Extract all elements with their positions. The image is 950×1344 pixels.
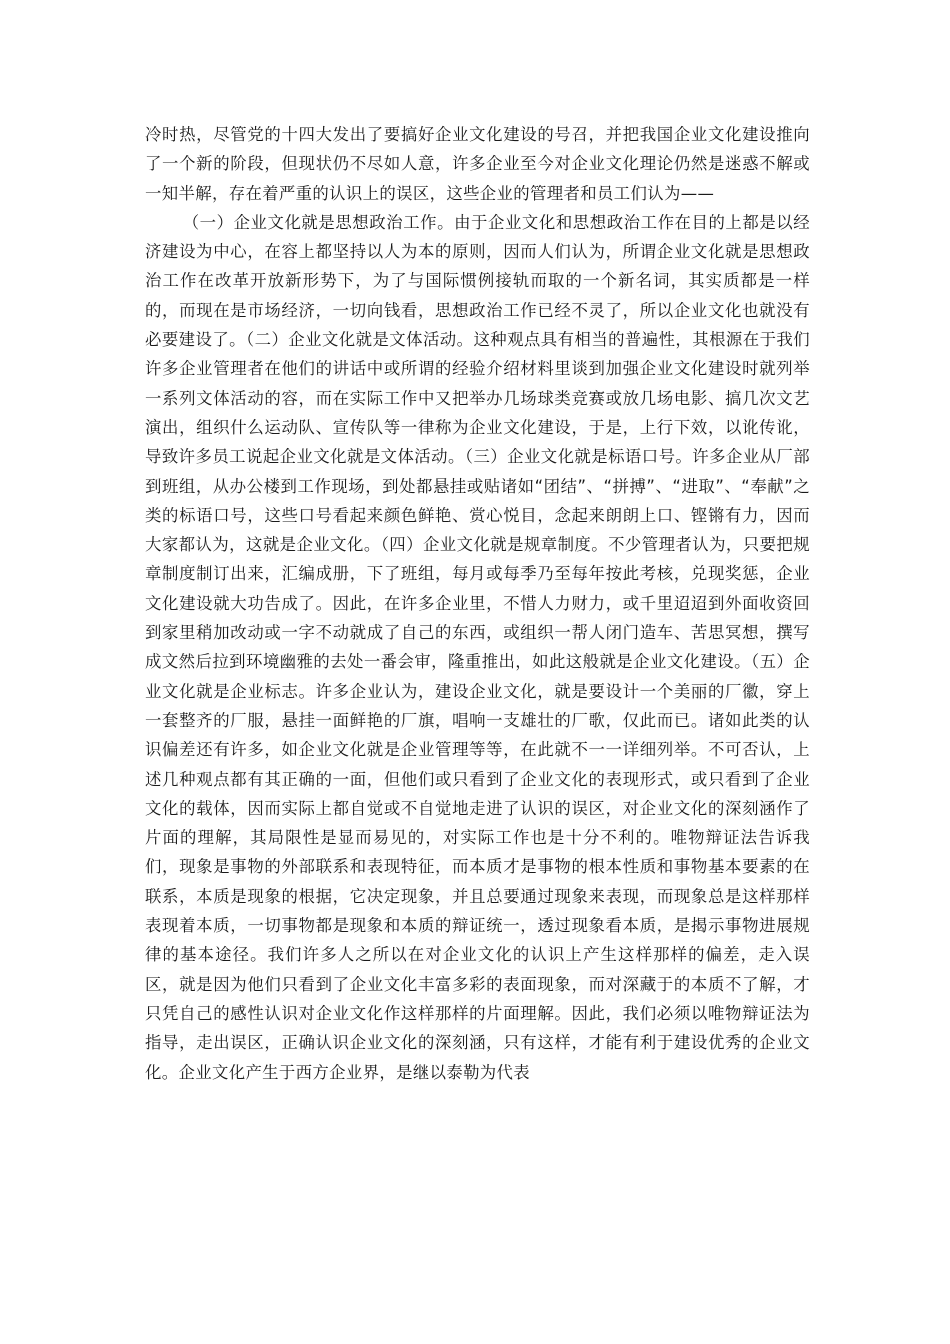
document-page — [145, 120, 810, 1087]
paragraph-misconceptions: （一）企业文化就是思想政治工作。由于企业文化和思想政治工作在目的上都是以经济建设为中心，在容上都坚持以人为本的原则，因而人们认为，所谓企业文化就是思想政治工作在改革开放新形势下，为了与国际惯例接轨而取的一个新名词，其实质都是一样的，而现在是市场经济，一切向钱看，思想政治工作已经不灵了，所以企业文化也就没有必要建设了。（二）企业文化就是文体活动。这种观点具有相当的普遍性，其根源在于我们许多企业管理者在他们的讲话中或所谓的经验介绍材料里谈到加强企业文化建设时就列举一系列文体活动的容，而在实际工作中又把举办几场球类竞赛或放几场电影、搞几次文艺演出，组织什么运动队、宣传队等一律称为企业文化建设，于是，上行下效，以讹传讹，导致许多员工说起企业文化就是文体活动。（三）企业文化就是标语口号。许多企业从厂部到班组，从办公楼到工作现场，到处都悬挂或贴诸如“团结”、“拼搏”、“进取”、“奉献”之类的标语口号，这些口号看起来颜色鲜艳、赏心悦目，念起来朗朗上口、铿锵有力，因而大家都认为，这就是企业文化。（四）企业文化就是规章制度。不少管理者认为，只要把规章制度制订出来，汇编成册，下了班组，每月或每季乃至每年按此考核，兑现奖惩，企业文化建设就大功告成了。因此，在许多企业里，不惜人力财力，或千里迢迢到外面收资回到家里稍加改动或一字不动就成了自己的东西，或组织一帮人闭门造车、苦思冥想，撰写成文然后拉到环境幽雅的去处一番会审，隆重推出，如此这般就是企业文化建设。（五）企业文化就是企业标志。许多企业认为，建设企业文化，就是要设计一个美丽的厂徽，穿上一套整齐的厂服，悬挂一面鲜艳的厂旗，唱响一支雄壮的厂歌，仅此而已。诸如此类的认识偏差还有许多，如企业文化就是企业管理等等，在此就不一一详细列举。不可否认，上述几种观点都有其正确的一面，但他们或只看到了企业文化的表现形式，或只看到了企业文化的载体，因而实际上都自觉或不自觉地走进了认识的误区，对企业文化的深刻涵作了片面的理解，其局限性是显而易见的，对实际工作也是十分不利的。唯物辩证法告诉我们，现象是事物的外部联系和表现特征，而本质才是事物的根本性质和事物基本要素的在联系，本质是现象的根据，它决定现象，并且总要通过现象来表现，而现象总是这样那样表现着本质，一切事物都是现象和本质的辩证统一，透过现象看本质，是揭示事物进展规律的基本途径。我们许多人之所以在对企业文化的认识上产生这样那样的偏差，走入误区，就是因为他们只看到了企业文化丰富多彩的表面现象，而对深藏于的本质不了解，才只凭自己的感性认识对企业文化作这样那样的片面理解。因此，我们必须以唯物辩证法为指导，走出误区，正确认识企业文化的深刻涵，只有这样，才能有利于建设优秀的企业文化。企业文化产生于西方企业界，是继以泰勒为代表 — [145, 212, 810, 1082]
paragraph-intro: 冷时热，尽管党的十四大发出了要搞好企业文化建设的号召，并把我国企业文化建设推向了一个新的阶段，但现状仍不尽如人意，许多企业至今对企业文化理论仍然是迷惑不解或一知半解，存在着严重的认识上的误区，这些企业的管理者和员工们认为—— — [145, 125, 810, 203]
